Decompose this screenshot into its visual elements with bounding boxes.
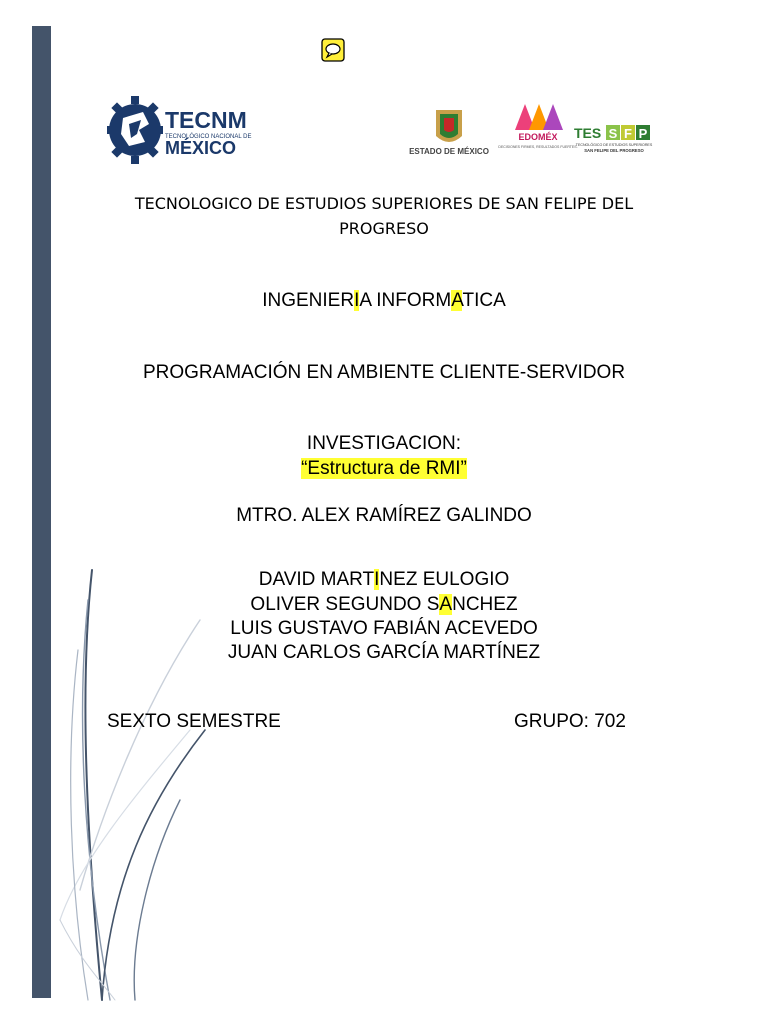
student-1-highlight: I	[374, 569, 380, 590]
tesfp-logo	[572, 122, 656, 156]
estado-de-mexico-logo	[402, 102, 498, 160]
svg-text:TECNOLÓGICO DE ESTUDIOS SUPERI: TECNOLÓGICO DE ESTUDIOS SUPERIORES	[575, 143, 653, 147]
semester-label: SEXTO SEMESTRE	[107, 711, 281, 732]
svg-text:DECISIONES FIRMES, RESULTADOS: DECISIONES FIRMES, RESULTADOS FUERTES.	[498, 145, 578, 149]
student-2	[0, 594, 768, 616]
svg-text:P: P	[638, 126, 648, 141]
subject-title: PROGRAMACIÓN EN AMBIENTE CLIENTE-SERVIDOR	[142, 362, 626, 383]
student-1-part-2: NEZ EULOGIO	[379, 569, 510, 590]
student-1-part-1: DAVID MART	[258, 569, 375, 590]
student-2-part-2: NCHEZ	[452, 594, 518, 615]
career-part-3: TICA	[462, 290, 506, 311]
edomex-logo	[498, 100, 578, 156]
svg-text:TECNM: TECNM	[165, 107, 247, 133]
teacher-name: MTRO. ALEX RAMÍREZ GALINDO	[236, 505, 532, 526]
career-title	[0, 290, 768, 312]
svg-text:F: F	[624, 126, 632, 141]
student-4: JUAN CARLOS GARCÍA MARTÍNEZ	[227, 642, 541, 663]
career-part-1: INGENIER	[262, 290, 355, 311]
career-part-2: A INFORM	[359, 290, 452, 311]
career-highlight-2: A	[451, 290, 463, 311]
svg-text:TECNOLÓGICO NACIONAL DE: TECNOLÓGICO NACIONAL DE	[165, 134, 252, 140]
tecnm-logo	[107, 90, 252, 172]
career-highlight-1: I	[354, 290, 360, 311]
svg-text:TES: TES	[574, 125, 602, 141]
assignment-title: “Estructura de RMI”	[301, 458, 467, 479]
student-2-part-1: OLIVER SEGUNDO S	[250, 594, 440, 615]
institution-line-2: PROGRESO	[339, 219, 429, 238]
student-1	[0, 569, 768, 591]
assignment-title-line	[0, 458, 768, 480]
svg-text:MÉXICO: MÉXICO	[165, 138, 237, 158]
svg-text:EDOMÉX: EDOMÉX	[518, 132, 558, 142]
svg-text:S: S	[608, 126, 618, 141]
assignment-label: INVESTIGACION:	[306, 433, 462, 454]
comment-icon[interactable]	[321, 38, 345, 62]
student-2-highlight: A	[439, 594, 453, 615]
student-3: LUIS GUSTAVO FABIÁN ACEVEDO	[230, 618, 538, 639]
institution-line-1: TECNOLOGICO DE ESTUDIOS SUPERIORES DE SAN FELIPE DEL	[134, 194, 634, 213]
svg-text:SAN FELIPE DEL PROGRESO: SAN FELIPE DEL PROGRESO	[584, 148, 644, 153]
group-label: GRUPO: 702	[514, 711, 626, 732]
svg-text:ESTADO DE MÉXICO: ESTADO DE MÉXICO	[409, 147, 489, 156]
